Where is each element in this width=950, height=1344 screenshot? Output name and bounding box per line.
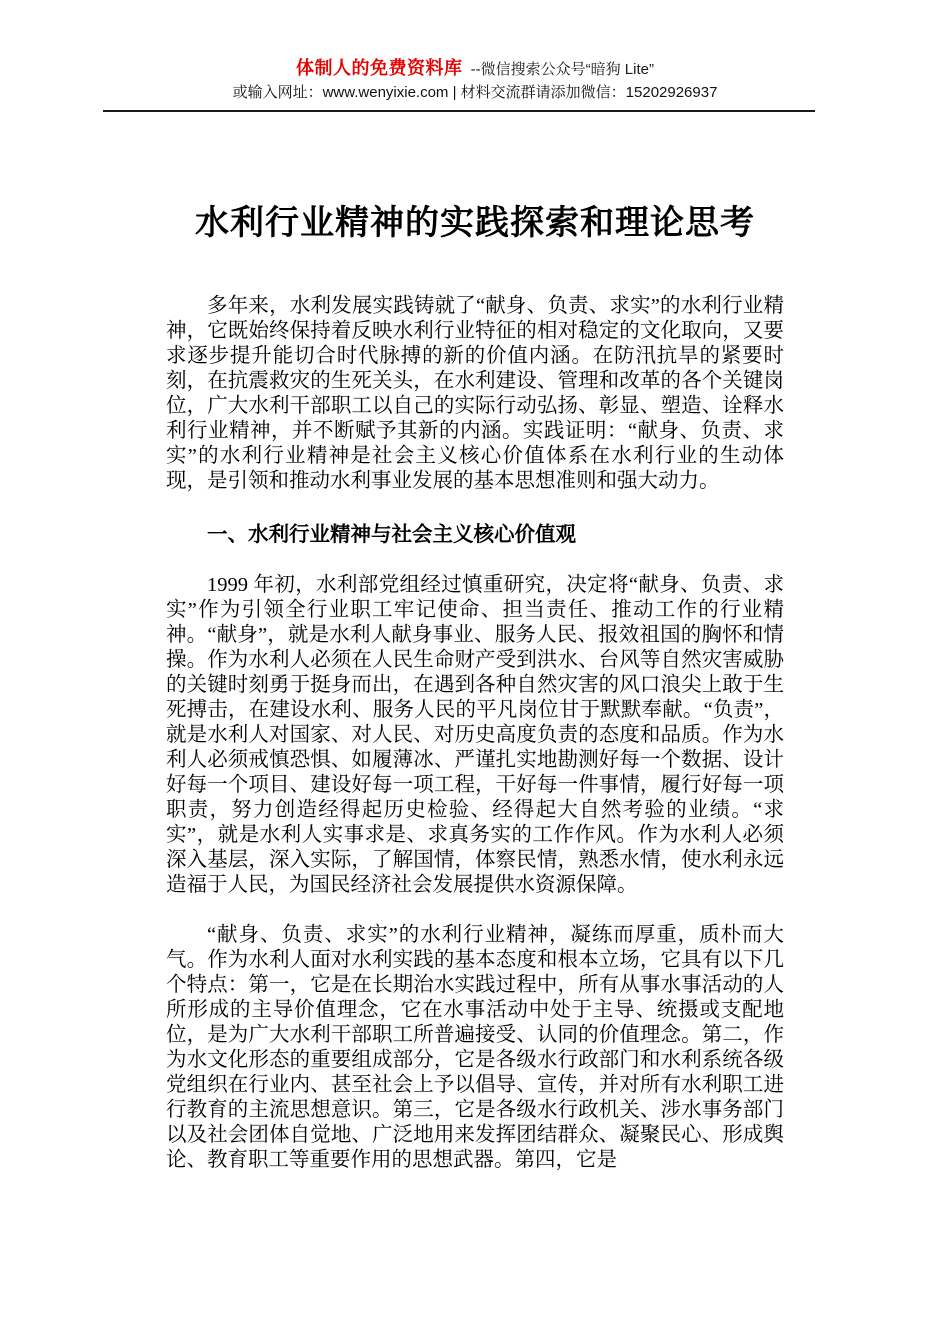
section1-paragraph-2: “献身、负责、求实”的水利行业精神，凝练而厚重，质朴而大气。作为水利人面对水利实践的基本态度和根本立场，它具有以下几个特点：第一，它是在长期治水实践过程中，所有从事水事活动的人所形成的主导价值理念，它在水事活动中处于主导、统摄或支配地位，是为广大水利干部职工所普遍接受、认同的价值理念。第二，作为水文化形态的重要组成部分，它是各级水行政部门和水利系统各级党组织在行业内、甚至社会上予以倡导、宣传，并对所有水利职工进行教育的主流思想意识。第三，它是各级水行政机关、涉水事务部门以及社会团体自觉地、广泛地用来发挥团结群众、凝聚民心、形成舆论、教育职工等重要作用的思想武器。第四，它是 bbox=[166, 924, 784, 1171]
header-line-1 bbox=[0, 56, 950, 82]
header-tagline: --微信搜索公众号“暗狗 Lite” bbox=[470, 61, 654, 78]
section1-paragraph-1: 1999 年初，水利部党组经过慎重研究，决定将“献身、负责、求实”作为引领全行业职工牢记使命、担当责任、推动工作的行业精神。“献身”，就是水利人献身事业、服务人民、报效祖国的胸怀和情操。作为水利人必须在人民生命财产受到洪水、台风等自然灾害威胁的关键时刻勇于挺身而出，在遇到各种自然灾害的风口浪尖上敢于生死搏击，在建设水利、服务人民的平凡岗位甘于默默奉献。“负责”，就是水利人对国家、对人民、对历史高度负责的态度和品质。作为水利人必须戒慎恐惧、如履薄冰、严谨扎实地勘测好每一个数据、设计好每一个项目、建设好每一项工程，干好每一件事情，履行好每一项职责，努力创造经得起历史检验、经得起大自然考验的业绩。“求实”，就是水利人实事求是、求真务实的工作作风。作为水利人必须深入基层，深入实际，了解国情，体察民情，熟悉水情，使水利永远造福于人民，为国民经济社会发展提供水资源保障。 bbox=[166, 574, 784, 896]
paragraph-intro: 多年来，水利发展实践铸就了“献身、负责、求实”的水利行业精神，它既始终保持着反映水利行业特征的相对稳定的文化取向，又要求逐步提升能切合时代脉搏的新的价值内涵。在防汛抗旱的紧要时刻，在抗震救灾的生死关头，在水利建设、管理和改革的各个关键岗位，广大水利干部职工以自己的实际行动弘扬、彰显、塑造、诠释水利行业精神，并不断赋予其新的内涵。实践证明：“献身、负责、求实”的水利行业精神是社会主义核心价值体系在水利行业的生动体现，是引领和推动水利事业发展的基本思想准则和强大动力。 bbox=[166, 295, 784, 492]
section-heading-1: 一、水利行业精神与社会主义核心价值观 bbox=[207, 524, 576, 546]
header-divider bbox=[103, 110, 815, 112]
document-body bbox=[166, 294, 784, 1173]
brand-name: 体制人的免费资料库 bbox=[295, 58, 463, 78]
page-header bbox=[0, 0, 950, 112]
header-contact-line: 或输入网址：www.wenyixie.com | 材料交流群请添加微信：15202926937 bbox=[232, 84, 718, 101]
document-title: 水利行业精神的实践探索和理论思考 bbox=[195, 205, 755, 242]
